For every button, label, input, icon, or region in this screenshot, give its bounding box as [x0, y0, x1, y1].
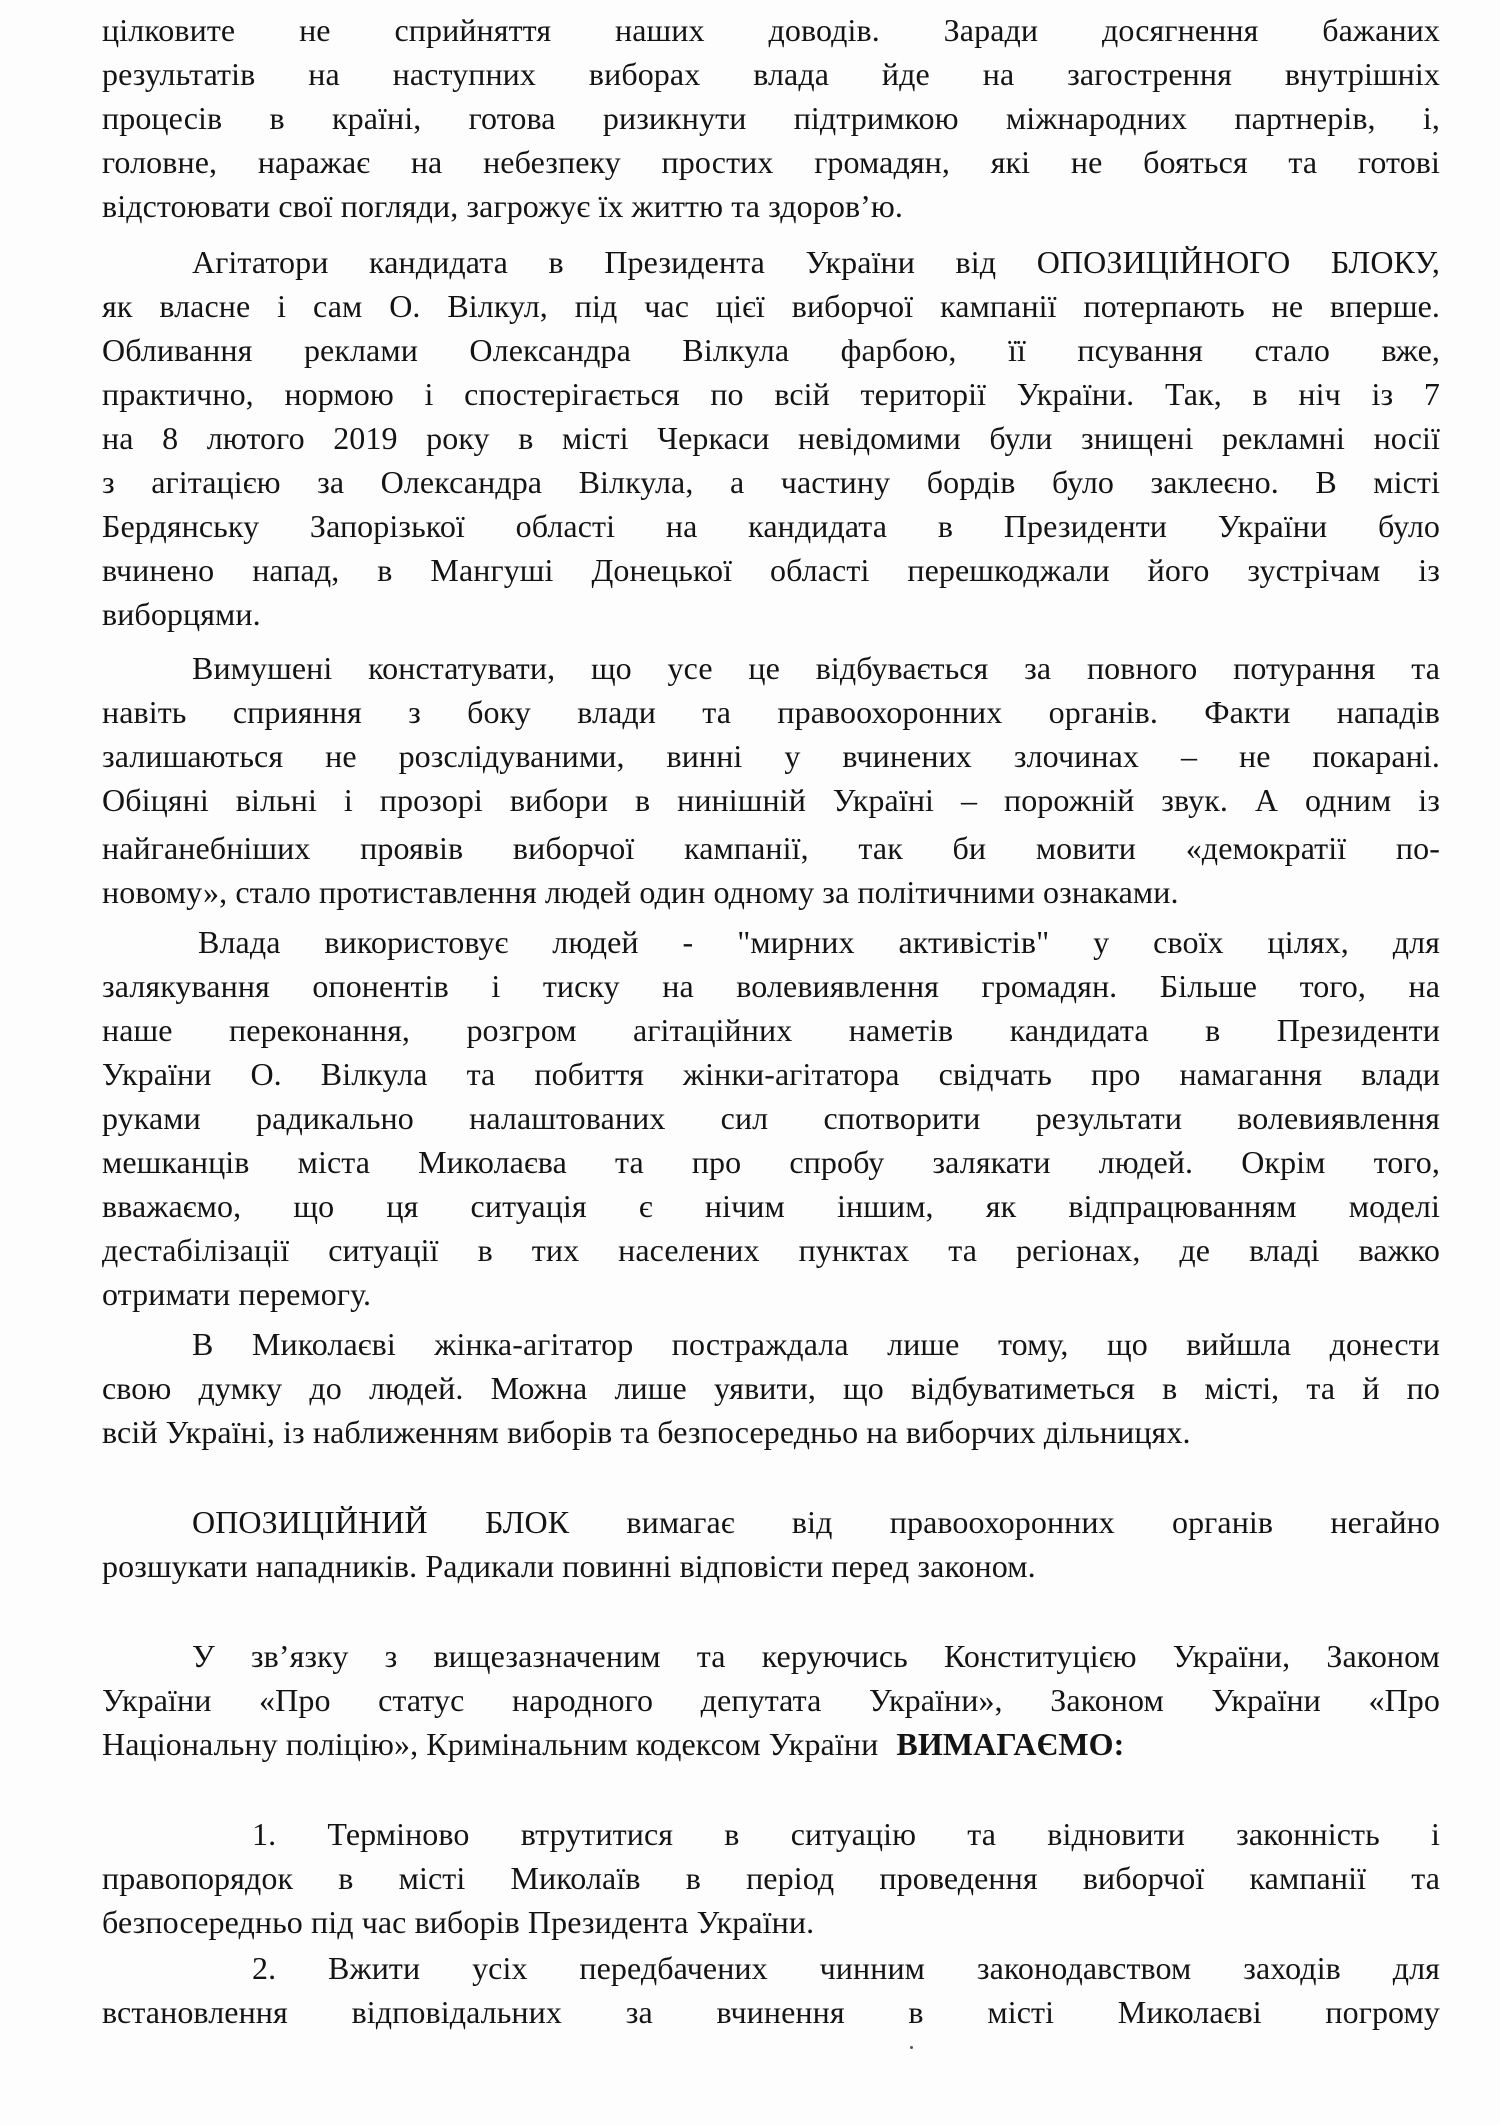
text-line: України «Про статус народного депутата України», Законом України «Про — [102, 1682, 1440, 1718]
text-line: з агітацією за Олександра Вілкула, а частину бордів було заклеєно. В місті — [102, 464, 1440, 500]
text-line: Обливання реклами Олександра Вілкула фарбою, її псування стало вже, — [102, 332, 1440, 368]
paragraph-first-line: Вимушені констатувати, що усе це відбувається за повного потурання та — [192, 650, 1440, 686]
text-line: як власне і сам О. Вілкул, під час цієї виборчої кампанії потерпають не вперше. — [102, 288, 1440, 324]
text-line: виборцями. — [102, 596, 261, 632]
text-line: наше переконання, розгром агітаційних наметів кандидата в Президенти — [102, 1012, 1440, 1048]
text-line: отримати перемогу. — [102, 1276, 372, 1312]
paragraph-first-line: ОПОЗИЦІЙНИЙ БЛОК вимагає від правоохоронних органів негайно — [192, 1504, 1440, 1540]
paragraph-first-line: Агітатори кандидата в Президента України від ОПОЗИЦІЙНОГО БЛОКУ, — [192, 244, 1440, 280]
text-line: процесів в країні, готова ризикнути підтримкою міжнародних партнерів, і, — [102, 100, 1440, 136]
text-line: цілковите не сприйняття наших доводів. Заради досягнення бажаних — [102, 12, 1440, 48]
text-line: головне, наражає на небезпеку простих громадян, які не бояться та готові — [102, 144, 1440, 180]
text-line: залякування опонентів і тиску на волевиявлення громадян. Більше того, на — [102, 968, 1440, 1004]
scan-speck — [910, 2046, 913, 2049]
text-line: мешканців міста Миколаєва та про спробу залякати людей. Окрім того, — [102, 1144, 1440, 1180]
text-line: практично, нормою і спостерігається по всій території України. Так, в ніч із 7 — [102, 376, 1440, 412]
text-line: всій Україні, із наближенням виборів та безпосередньо на виборчих дільницях. — [102, 1414, 1191, 1450]
text-line: вважаємо, що ця ситуація є нічим іншим, як відпрацюванням моделі — [102, 1188, 1440, 1224]
text-line: України О. Вілкула та побиття жінки-агітатора свідчать про намагання влади — [102, 1056, 1440, 1092]
text-line: відстоювати свої погляди, загрожує їх життю та здоров’ю. — [102, 188, 904, 224]
text-line: встановлення відповідальних за вчинення в місті Миколаєві погрому — [102, 1994, 1440, 2030]
text-line: дестабілізації ситуації в тих населених пунктах та регіонах, де владі важко — [102, 1232, 1440, 1268]
text-line: на 8 лютого 2019 року в місті Черкаси невідомими були знищені рекламні носії — [102, 420, 1440, 456]
text-line: вчинено напад, в Мангуші Донецької області перешкоджали його зустрічам із — [102, 552, 1440, 588]
text-line-content: Національну поліцію», Кримінальним кодексом України — [102, 1726, 887, 1762]
text-line: новому», стало протиставлення людей один одному за політичними ознаками. — [102, 874, 1179, 910]
text-line: результатів на наступних виборах влада йде на загострення внутрішніх — [102, 56, 1440, 92]
text-line: розшукати нападників. Радикали повинні відповісти перед законом. — [102, 1548, 1036, 1584]
text-line: навіть сприяння з боку влади та правоохоронних органів. Факти нападів — [102, 694, 1440, 730]
text-line: безпосередньо під час виборів Президента України. — [102, 1904, 815, 1940]
text-line: залишаються не розслідуваними, винні у вчинених злочинах – не покарані. — [102, 738, 1440, 774]
text-line: руками радикально налаштованих сил спотворити результати волевиявлення — [102, 1100, 1440, 1136]
paragraph-first-line: В Миколаєві жінка-агітатор постраждала лише тому, що вийшла донести — [192, 1326, 1440, 1362]
text-line: свою думку до людей. Можна лише уявити, що відбуватиметься в місті, та й по — [102, 1370, 1440, 1406]
demand-heading: ВИМАГАЄМО: — [896, 1726, 1125, 1762]
list-item-first-line: 2. Вжити усіх передбачених чинним законодавством заходів для — [252, 1950, 1440, 1986]
text-line: Бердянську Запорізької області на кандидата в Президенти України було — [102, 508, 1440, 544]
text-line: правопорядок в місті Миколаїв в період проведення виборчої кампанії та — [102, 1860, 1440, 1896]
paragraph-first-line: У зв’язку з вищезазначеним та керуючись Конституцією України, Законом — [192, 1638, 1440, 1674]
text-line: Обіцяні вільні і прозорі вибори в нинішній Україні – порожній звук. А одним із — [102, 782, 1440, 818]
text-line — [102, 1722, 1440, 1766]
text-line: найганебніших проявів виборчої кампанії, так би мовити «демократії по- — [102, 830, 1440, 866]
paragraph-first-line: Влада використовує людей - "мирних активістів" у своїх цілях, для — [198, 924, 1440, 960]
list-item-first-line: 1. Терміново втрутитися в ситуацію та відновити законність і — [252, 1816, 1440, 1852]
